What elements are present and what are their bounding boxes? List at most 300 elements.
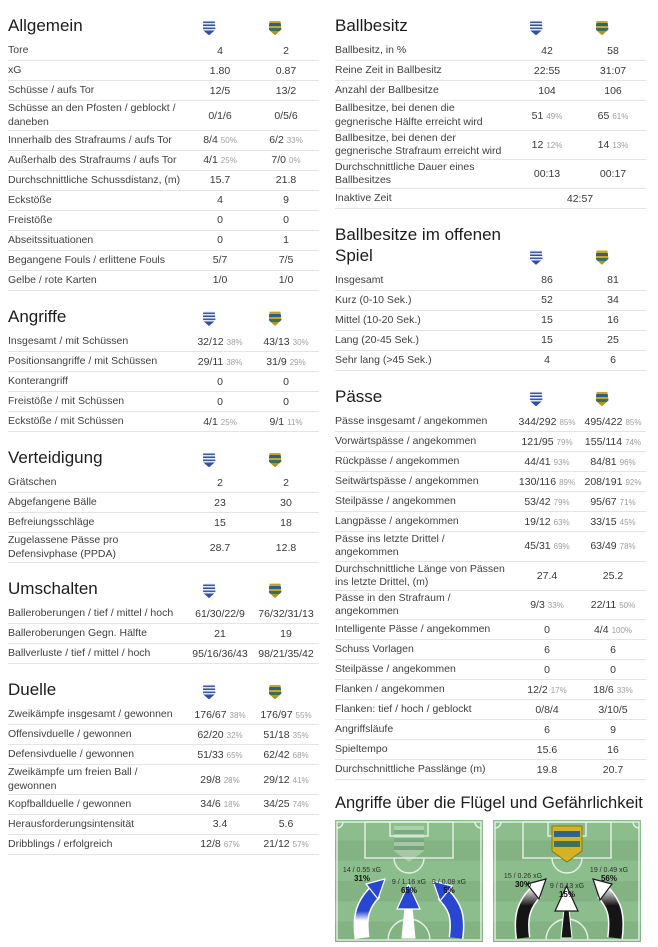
stat-number: 16 bbox=[607, 743, 619, 756]
stat-number: 62/42 bbox=[263, 748, 290, 761]
stat-number: 6 bbox=[544, 723, 550, 736]
stat-label: Gelbe / rote Karten bbox=[8, 273, 97, 286]
home-logo-column bbox=[176, 684, 242, 699]
stat-values bbox=[187, 517, 319, 529]
zone-percent: 65% bbox=[400, 886, 418, 896]
home-team-logo-icon bbox=[203, 20, 216, 35]
stat-row bbox=[335, 562, 646, 591]
stat-row bbox=[335, 760, 646, 780]
stat-label: Begangene Fouls / erlittene Fouls bbox=[8, 253, 166, 266]
stat-row bbox=[8, 211, 319, 231]
section-header bbox=[8, 436, 319, 473]
stat-row bbox=[335, 660, 646, 680]
stat-label: Angriffsläufe bbox=[335, 723, 394, 735]
stat-number: 495/422 bbox=[584, 415, 623, 428]
stat-label: Steilpässe / angekommen bbox=[335, 663, 456, 675]
stat-value-away bbox=[253, 838, 319, 850]
stat-percent: 69% bbox=[553, 542, 570, 552]
stat-label: Lang (20-45 Sek.) bbox=[335, 333, 420, 346]
home-team-logo-icon bbox=[530, 20, 543, 35]
stat-label: Zweikämpfe insgesamt / gewonnen bbox=[8, 708, 173, 721]
stat-value-home bbox=[514, 110, 580, 122]
stat-value-home bbox=[514, 334, 580, 346]
away-logo-column bbox=[242, 20, 308, 35]
stat-value-home bbox=[514, 139, 580, 151]
stat-row bbox=[335, 351, 646, 371]
stat-row bbox=[8, 101, 319, 130]
stat-value-home bbox=[187, 110, 253, 122]
stat-number: 33/15 bbox=[590, 515, 617, 528]
stat-row bbox=[8, 513, 319, 533]
stat-row bbox=[335, 700, 646, 720]
stat-values bbox=[187, 818, 319, 830]
zone-percent: 30% bbox=[514, 880, 532, 890]
section-header bbox=[8, 567, 319, 604]
stat-number: 155/114 bbox=[584, 435, 623, 448]
wing-attacks-block bbox=[335, 794, 646, 947]
stat-percent: 18% bbox=[223, 800, 240, 810]
stat-values bbox=[187, 376, 319, 388]
stat-percent: 45% bbox=[619, 517, 636, 527]
stat-row bbox=[8, 61, 319, 81]
stat-percent: 33% bbox=[616, 685, 633, 695]
stat-value-away bbox=[253, 709, 319, 721]
stat-percent: 41% bbox=[292, 775, 309, 785]
stat-value-home bbox=[187, 416, 253, 428]
stat-value-away bbox=[253, 517, 319, 529]
stat-value-home bbox=[514, 85, 580, 97]
stat-label: Durchschnittliche Schussdistanz, (m) bbox=[8, 173, 181, 186]
stat-values bbox=[514, 744, 646, 756]
away-team-logo-icon bbox=[269, 684, 282, 699]
stat-number: 42 bbox=[541, 44, 553, 57]
stat-label: Sehr lang (>45 Sek.) bbox=[335, 353, 432, 366]
section-header bbox=[8, 4, 319, 41]
stat-value-away bbox=[580, 45, 646, 57]
stat-row bbox=[335, 720, 646, 740]
stat-value-away bbox=[580, 764, 646, 776]
stat-label: Balleroberungen Gegn. Hälfte bbox=[8, 627, 147, 639]
stat-number: 3/10/5 bbox=[598, 703, 628, 716]
stat-value-away bbox=[253, 214, 319, 226]
away-team-logo-icon bbox=[596, 391, 609, 406]
section-duelle bbox=[8, 668, 319, 855]
stat-value-home bbox=[187, 254, 253, 266]
stat-row bbox=[335, 740, 646, 760]
stat-number: 15.6 bbox=[536, 743, 558, 756]
stat-row bbox=[8, 191, 319, 211]
stat-value-away bbox=[253, 416, 319, 428]
stat-value-away bbox=[253, 356, 319, 368]
stat-row bbox=[8, 795, 319, 815]
home-logo-column bbox=[503, 250, 569, 265]
stat-value-away bbox=[253, 608, 319, 620]
stat-label: Freistöße / mit Schüssen bbox=[8, 394, 125, 407]
stat-number: 9/1 bbox=[269, 415, 285, 428]
stat-value-home bbox=[514, 456, 580, 468]
stat-percent: 33% bbox=[547, 600, 564, 610]
stat-number: 344/292 bbox=[518, 415, 557, 428]
section-title: Umschalten bbox=[8, 578, 98, 598]
section-title: Angriffe bbox=[8, 306, 67, 326]
section-title: Ballbesitz bbox=[335, 16, 408, 35]
stat-number: 0 bbox=[217, 234, 223, 247]
stat-label: Herausforderungsintensität bbox=[8, 817, 135, 830]
stat-percent: 57% bbox=[292, 840, 309, 850]
stat-value-away bbox=[580, 516, 646, 528]
stat-value-home bbox=[187, 174, 253, 186]
stat-number: 31/9 bbox=[266, 355, 287, 368]
stat-number: 58 bbox=[607, 44, 619, 57]
stat-value-away bbox=[253, 497, 319, 509]
stat-value-home bbox=[187, 497, 253, 509]
team-logo-columns bbox=[503, 20, 635, 36]
section-title: Allgemein bbox=[8, 16, 83, 35]
stat-label: Schuss Vorlagen bbox=[335, 643, 414, 655]
stat-value-home bbox=[187, 376, 253, 388]
stat-percent: 78% bbox=[619, 542, 636, 552]
stat-value-shared: 42:57 bbox=[566, 192, 594, 205]
stat-percent: 50% bbox=[220, 136, 237, 146]
stat-values bbox=[187, 774, 319, 786]
stat-values bbox=[187, 194, 319, 206]
stat-row bbox=[335, 492, 646, 512]
stat-value-away bbox=[580, 704, 646, 716]
stat-row bbox=[8, 392, 319, 412]
stat-number: 0.87 bbox=[275, 64, 297, 77]
stat-label: Zweikämpfe um freien Ball / gewonnen bbox=[8, 766, 138, 792]
stat-row bbox=[8, 81, 319, 101]
stat-row bbox=[8, 231, 319, 251]
stat-number: 00:17 bbox=[599, 168, 627, 181]
stat-number: 21/12 bbox=[263, 838, 290, 851]
stat-number: 8/4 bbox=[203, 134, 218, 147]
stat-value-away bbox=[580, 570, 646, 582]
stat-number: 81 bbox=[607, 274, 619, 287]
stat-number: 19/12 bbox=[524, 515, 551, 528]
stat-row bbox=[335, 81, 646, 101]
stat-percent: 0% bbox=[289, 156, 301, 166]
stat-values bbox=[514, 456, 646, 468]
stat-label: Langpässe / angekommen bbox=[335, 515, 459, 528]
stat-percent: 74% bbox=[292, 800, 309, 810]
stat-percent: 13% bbox=[612, 140, 629, 150]
stat-number: 1.80 bbox=[209, 64, 231, 77]
stat-number: 0 bbox=[283, 214, 289, 227]
stat-number: 53/42 bbox=[524, 495, 551, 508]
stat-row bbox=[335, 512, 646, 532]
stat-label: Schüsse / aufs Tor bbox=[8, 84, 95, 97]
stat-percent: 49% bbox=[546, 111, 563, 121]
stat-number: 6 bbox=[544, 643, 550, 656]
away-team-logo-icon bbox=[269, 452, 282, 467]
stat-number: 208/191 bbox=[584, 475, 623, 488]
stat-percent: 28% bbox=[223, 775, 240, 785]
stat-value-home bbox=[187, 134, 253, 146]
stat-value-away bbox=[580, 334, 646, 346]
section-title: Pässe bbox=[335, 386, 383, 406]
stat-value-home bbox=[514, 314, 580, 326]
stat-value-home bbox=[187, 798, 253, 810]
stat-number: 98/21/35/42 bbox=[258, 647, 314, 660]
stat-label: Ballbesitze, bei denen die gegnerische Hälfte erreicht wird bbox=[335, 102, 483, 128]
stat-number: 9 bbox=[610, 723, 616, 736]
stat-number: 34/6 bbox=[200, 798, 221, 811]
stat-percent: 35% bbox=[292, 730, 309, 740]
stat-number: 0 bbox=[283, 375, 289, 388]
stat-values bbox=[187, 336, 319, 348]
section-angriffe bbox=[8, 295, 319, 432]
stat-value-away bbox=[580, 744, 646, 756]
stat-row bbox=[8, 624, 319, 644]
section-verteidigung bbox=[8, 436, 319, 563]
stat-value-away bbox=[253, 85, 319, 97]
stat-row bbox=[335, 591, 646, 620]
stat-label: Dribblings / erfolgreich bbox=[8, 837, 113, 850]
stat-row bbox=[8, 151, 319, 171]
stat-number: 23 bbox=[214, 496, 226, 509]
stat-label: Mittel (10-20 Sek.) bbox=[335, 313, 421, 326]
stat-number: 7/0 bbox=[271, 154, 287, 167]
stat-values bbox=[187, 608, 319, 620]
stat-values bbox=[514, 516, 646, 528]
stat-number: 0 bbox=[544, 623, 550, 636]
stat-label: Ballbesitze, bei denen der gegnerische Strafraum erreicht wird bbox=[335, 131, 502, 157]
stat-label: Abgefangene Bälle bbox=[8, 496, 97, 509]
stat-value-home bbox=[514, 704, 580, 716]
stats-column-right bbox=[335, 4, 646, 947]
stat-values bbox=[187, 749, 319, 761]
stat-percent: 33% bbox=[286, 136, 303, 146]
stat-percent: 38% bbox=[226, 337, 243, 347]
section-ballbesitz-offen bbox=[335, 213, 646, 371]
stat-label: Freistöße bbox=[8, 213, 53, 226]
stat-value-home bbox=[514, 65, 580, 77]
stat-number: 3.4 bbox=[212, 818, 228, 831]
stat-values bbox=[187, 356, 319, 368]
stat-number: 29/11 bbox=[197, 355, 224, 368]
stat-number: 176/67 bbox=[194, 708, 227, 721]
stat-number: 6 bbox=[610, 354, 616, 367]
stat-value-away bbox=[253, 648, 319, 660]
stat-number: 45/31 bbox=[524, 540, 551, 553]
stat-value-away bbox=[580, 168, 646, 180]
stat-values bbox=[187, 497, 319, 509]
section-title: Verteidigung bbox=[8, 448, 103, 468]
stat-value-away bbox=[580, 110, 646, 122]
home-logo-column bbox=[503, 391, 569, 406]
stat-value-away bbox=[253, 134, 319, 146]
stat-percent: 100% bbox=[611, 625, 633, 635]
section-header bbox=[335, 4, 646, 41]
home-logo-column bbox=[176, 311, 242, 326]
stat-percent: 38% bbox=[229, 710, 246, 720]
stat-label: Kurz (0-10 Sek.) bbox=[335, 293, 412, 306]
stat-row bbox=[335, 101, 646, 130]
stat-number: 15 bbox=[214, 516, 226, 529]
away-logo-column bbox=[242, 583, 308, 598]
stat-number: 0 bbox=[283, 395, 289, 408]
stat-value-away bbox=[253, 798, 319, 810]
stat-number: 20.7 bbox=[602, 763, 624, 776]
stat-percent: 12% bbox=[546, 140, 563, 150]
stat-label: Zugelassene Pässe pro Defensivphase (PPDA) bbox=[8, 534, 119, 560]
stat-number: 52 bbox=[541, 294, 553, 307]
stat-row bbox=[335, 472, 646, 492]
stat-value-home bbox=[514, 744, 580, 756]
stat-number: 0/8/4 bbox=[535, 703, 559, 716]
stat-values bbox=[514, 193, 646, 205]
stat-value-away bbox=[253, 194, 319, 206]
stat-number: 44/41 bbox=[524, 455, 551, 468]
stat-value-away bbox=[253, 774, 319, 786]
stat-label: Offensivduelle / gewonnen bbox=[8, 728, 132, 741]
stat-number: 12/2 bbox=[527, 683, 548, 696]
stat-row bbox=[8, 251, 319, 271]
stat-number: 29/8 bbox=[200, 773, 221, 786]
home-logo-column bbox=[176, 20, 242, 35]
section-header bbox=[335, 375, 646, 412]
stat-percent: 25% bbox=[220, 417, 237, 427]
stat-value-home bbox=[514, 570, 580, 582]
stat-label: Flanken / angekommen bbox=[335, 683, 445, 695]
stat-number: 9/3 bbox=[530, 598, 545, 611]
stat-percent: 30% bbox=[292, 337, 309, 347]
stat-value-home bbox=[514, 516, 580, 528]
stat-number: 1/0 bbox=[278, 274, 294, 287]
stat-label: Tore bbox=[8, 44, 29, 57]
stat-number: 2 bbox=[283, 476, 289, 489]
stat-percent: 71% bbox=[619, 497, 636, 507]
stat-value-home bbox=[187, 648, 253, 660]
stat-row bbox=[8, 604, 319, 624]
stat-percent: 17% bbox=[550, 685, 567, 695]
stat-value-away bbox=[253, 154, 319, 166]
wing-attack-pitch-home bbox=[335, 820, 483, 947]
stat-value-away bbox=[253, 234, 319, 246]
stat-number: 51/33 bbox=[197, 748, 224, 761]
stat-row bbox=[8, 745, 319, 765]
stat-value-home bbox=[514, 294, 580, 306]
stat-value-away bbox=[253, 729, 319, 741]
stat-number: 27.4 bbox=[536, 569, 558, 582]
team-logo-columns bbox=[176, 583, 308, 599]
stat-values bbox=[187, 254, 319, 266]
stat-percent: 50% bbox=[619, 600, 636, 610]
zone-value: 9 / 0.08 xG bbox=[431, 879, 467, 887]
stat-row bbox=[8, 815, 319, 835]
stat-values bbox=[514, 664, 646, 676]
stat-label: Eckstöße bbox=[8, 193, 52, 206]
stat-value-away bbox=[253, 110, 319, 122]
section-paesse bbox=[335, 375, 646, 780]
stat-value-away bbox=[580, 294, 646, 306]
home-team-logo-icon bbox=[203, 583, 216, 598]
stat-percent: 85% bbox=[559, 417, 576, 427]
stat-label: Reine Zeit in Ballbesitz bbox=[335, 64, 442, 77]
stat-values bbox=[514, 314, 646, 326]
stat-label: Intelligente Pässe / angekommen bbox=[335, 623, 491, 635]
stat-values bbox=[514, 684, 646, 696]
stat-number: 4/4 bbox=[593, 623, 609, 636]
stat-label: Durchschnittliche Länge von Pässen ins letzte Drittel, (m) bbox=[335, 562, 505, 588]
stat-values bbox=[514, 334, 646, 346]
section-header bbox=[8, 668, 319, 705]
stat-row bbox=[335, 41, 646, 61]
stat-value-home bbox=[514, 274, 580, 286]
team-logo-columns bbox=[503, 391, 635, 407]
stat-number: 12 bbox=[531, 138, 544, 151]
stat-number: 4 bbox=[217, 194, 223, 207]
stat-number: 106 bbox=[604, 84, 622, 97]
stat-number: 0/1/6 bbox=[208, 109, 232, 122]
away-logo-column bbox=[242, 684, 308, 699]
away-team-logo-icon bbox=[269, 311, 282, 326]
stat-value-home bbox=[514, 354, 580, 366]
stat-number: 86 bbox=[541, 274, 553, 287]
stat-value-home bbox=[514, 168, 580, 180]
stat-percent: 74% bbox=[625, 437, 642, 447]
wing-attacks-title: Angriffe über die Flügel und Gefährlichkeit bbox=[335, 794, 643, 813]
stat-value-home bbox=[514, 436, 580, 448]
stat-value-away bbox=[580, 436, 646, 448]
stat-number: 34 bbox=[607, 294, 619, 307]
stat-values bbox=[514, 139, 646, 151]
stat-value-home bbox=[187, 838, 253, 850]
stat-values bbox=[187, 542, 319, 554]
stat-values bbox=[187, 110, 319, 122]
stat-number: 63/49 bbox=[590, 540, 617, 553]
stat-row bbox=[8, 271, 319, 291]
stat-row bbox=[335, 680, 646, 700]
stat-number: 12.8 bbox=[275, 541, 297, 554]
zone-value: 19 / 0.49 xG bbox=[589, 867, 629, 875]
stat-value-home bbox=[187, 336, 253, 348]
stat-number: 76/32/31/13 bbox=[258, 607, 314, 620]
stat-number: 9 bbox=[283, 194, 289, 207]
stat-label: Eckstöße / mit Schüssen bbox=[8, 414, 124, 427]
stat-label: Pässe insgesamt / angekommen bbox=[335, 415, 488, 428]
away-logo-column bbox=[569, 391, 635, 406]
stat-label: Inaktive Zeit bbox=[335, 192, 392, 205]
stat-number: 19 bbox=[280, 627, 292, 640]
stat-number: 12/5 bbox=[209, 84, 231, 97]
stat-value-home bbox=[514, 764, 580, 776]
stat-row bbox=[335, 532, 646, 561]
stat-value-home bbox=[187, 749, 253, 761]
stat-value-away bbox=[253, 376, 319, 388]
stat-row bbox=[335, 61, 646, 81]
stat-number: 16 bbox=[607, 314, 619, 327]
stat-value-away bbox=[253, 396, 319, 408]
stat-number: 2 bbox=[217, 476, 223, 489]
stat-value-away bbox=[253, 628, 319, 640]
stat-values bbox=[187, 174, 319, 186]
zone-value: 9 / 1.16 xG bbox=[391, 879, 427, 887]
stat-value-away bbox=[253, 65, 319, 77]
stat-number: 0 bbox=[217, 395, 223, 408]
stat-value-away bbox=[253, 174, 319, 186]
stat-value-away bbox=[580, 496, 646, 508]
stat-value-home bbox=[514, 664, 580, 676]
stat-label: Insgesamt / mit Schüssen bbox=[8, 334, 129, 347]
away-team-logo-icon bbox=[269, 20, 282, 35]
stat-number: 22/11 bbox=[590, 598, 617, 611]
stat-percent: 79% bbox=[556, 437, 573, 447]
stat-value-home bbox=[187, 517, 253, 529]
stat-label: Befreiungsschläge bbox=[8, 516, 95, 529]
stat-values bbox=[187, 45, 319, 57]
